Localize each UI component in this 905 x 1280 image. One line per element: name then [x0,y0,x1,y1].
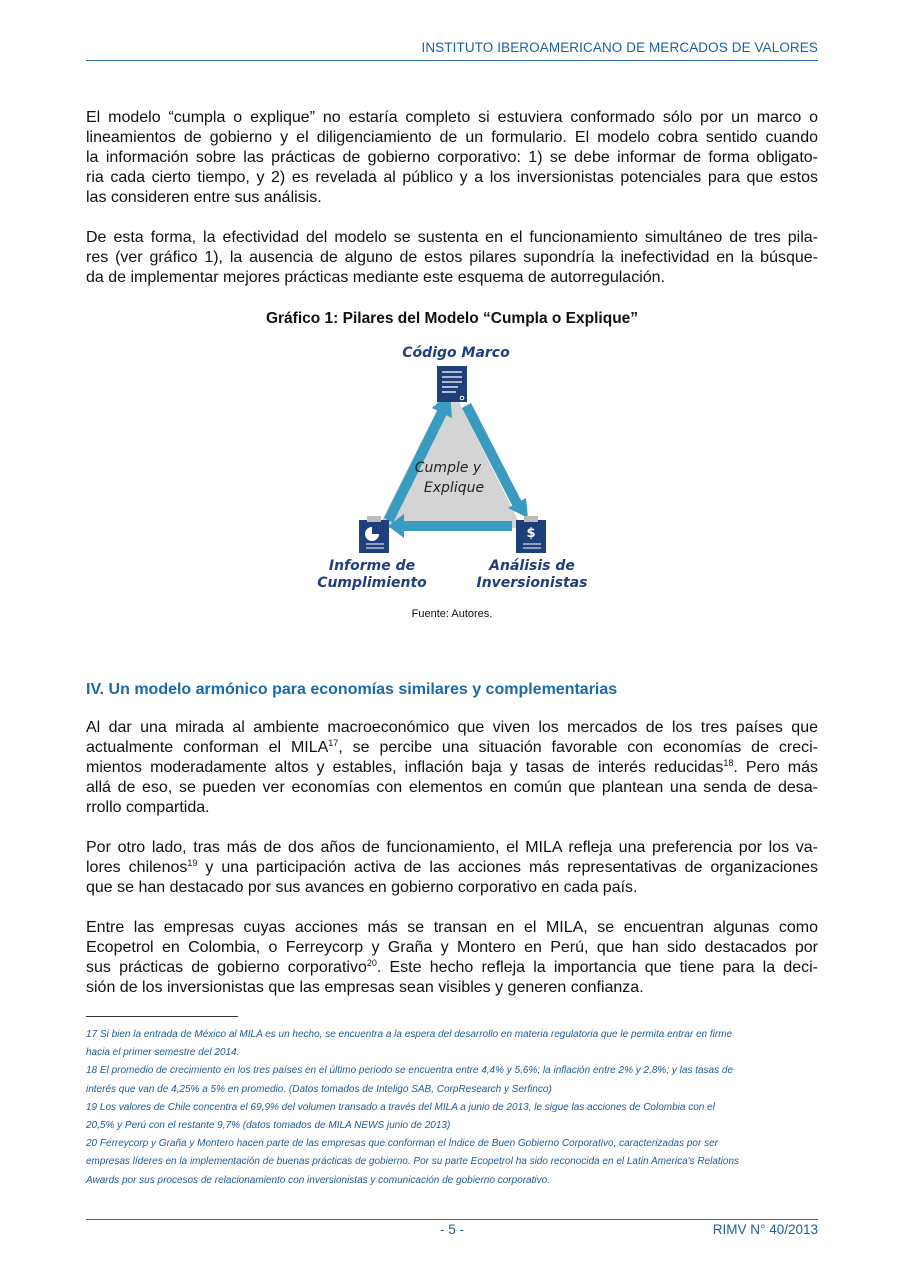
header-divider [86,60,818,61]
footnote-line: 20 Ferreycorp y Graña y Montero hacen parte de las empresas que conforman el Índice de Buen Gobierno Corporativo, caracterizadas por ser [86,1138,718,1150]
text-line: res (ver gráfico 1), la ausencia de alguno de estos pilares supondría la inefectividad en la búsque- [86,249,818,266]
footnote-line: 20,5% y Perú con el restante 9,7% (datos tomados de MILA NEWS junio de 2013) [86,1120,451,1132]
paragraph [86,838,818,898]
svg-text:$: $ [526,526,536,541]
text-line: las consideren entre sus análisis. [86,189,322,206]
center-label-1: Cumple y [414,460,482,476]
text-line: la información sobre las prácticas de gobierno corporativo: 1) se debe informar de forma obligato- [86,149,818,166]
paragraph [86,228,818,288]
section-heading: IV. Un modelo armónico para economías similares y complementarias [86,681,618,698]
text-line: que se han destacado por sus avances en gobierno corporativo en cada país. [86,879,638,896]
footnote-divider [86,1016,238,1017]
text-line: sión de los inversionistas que las empresas sean visibles y generen confianza. [86,979,644,996]
text-line: Al dar una mirada al ambiente macroeconómico que viven los mercados de los tres países que [86,719,818,736]
issue-number: RIMV N° 40/2013 [712,1222,818,1237]
pillars-diagram [300,336,600,596]
footnote-ref: 20 [366,958,377,968]
text-line: Ecopetrol en Colombia, o Ferreycorp y Graña y Montero en Perú, que han sido destacados por [86,939,818,956]
dollar-clipboard-icon [516,516,546,553]
footnote-line: hacia el primer semestre del 2014. [86,1047,240,1059]
figure-source: Fuente: Autores. [411,608,493,620]
paragraph [86,718,818,818]
text-line: sus prácticas de gobierno corporativo$^{20}$. Este hecho refleja la importancia que tiene para la deci- [86,958,818,976]
text-line: Por otro lado, tras más de dos años de funcionamiento, el MILA refleja una preferencia por los va- [86,839,818,856]
text-line: El modelo “cumpla o explique” no estaría completo si estuviera conformado sólo por un marco o [86,109,818,126]
footnote-ref: 18 [723,758,734,768]
text-line: rrollo compartida. [86,799,210,816]
running-header: INSTITUTO IBEROAMERICANO DE MERCADOS DE VALORES [421,40,818,55]
text-line: lineamientos de gobierno y el diligenciamiento de un formulario. El modelo cobra sentido cuando [86,129,818,146]
text-line: allá de eso, se pueden ver economías con elementos en común que plantean una senda de desa- [86,779,818,796]
footnote-line: interés que van de 4,25% a 5% en promedio. (Datos tomados de Inteligo SAB, CorpResearch y Serfinco) [86,1083,552,1095]
footnote-ref: 19 [187,858,198,868]
text-line: De esta forma, la efectividad del modelo se sustenta en el funcionamiento simultáneo de tres pila- [86,229,818,246]
right-label-1: Análisis de [489,558,575,574]
page-number: - 5 - [439,1222,464,1237]
document-icon [437,366,467,402]
footnote-line: empresas líderes en la implementación de buenas prácticas de gobierno. Por su parte Ecopetrol ha sido reconocida en el Latin America's Relations [86,1156,740,1168]
report-clipboard-icon [359,516,389,553]
text-line: Entre las empresas cuyas acciones más se transan en el MILA, se encuentran algunas como [86,919,818,936]
footnote-line: 18 El promedio de crecimiento en los tres países en el último periodo se encuentra entre 4,4% y 5,6%; la inflación entre 2% y 2,8%; y las tasas de [86,1065,734,1077]
figure-title: Gráfico 1: Pilares del Modelo “Cumpla o Explique” [265,310,639,327]
footnote-line: 19 Los valores de Chile concentra el 69,9% del volumen transado a través del MILA a junio de 2013, le sigue las acciones de Colombia con el [86,1101,715,1113]
right-label-2: Inversionistas [476,575,588,591]
footnote-line: Awards por sus procesos de relacionamiento con inversionistas y comunicación de gobierno corporativo. [86,1174,550,1186]
footnote-line: 17 Si bien la entrada de México al MILA es un hecho, se encuentra a la espera del desarrollo en materia regulatoria que le permita entrar en firme [86,1029,733,1040]
text-line: da de implementar mejores prácticas mediante este esquema de autorregulación. [86,269,665,286]
text-line: lores chilenos$^{19}$ y una participación activa de las acciones más representativas de organizaciones [86,858,819,876]
left-label-1: Informe de [328,558,416,574]
center-label-2: Explique [423,480,485,496]
footnote-ref: 17 [328,738,339,748]
text-line: mientos moderadamente altos y estables, inflación baja y tasas de interés reducidas$^{18}$. Pero más [86,758,819,776]
text-line: ria cada cierto tiempo, y 2) es revelada al público y a los inversionistas potenciales para que estos [86,169,818,186]
footer-divider [86,1219,818,1220]
paragraph [86,918,818,998]
left-label-2: Cumplimiento [317,575,427,591]
footnotes [86,1026,826,1190]
top-label: Código Marco [402,345,510,361]
text-line: actualmente conforman el MILA$^{17}$, se percibe una situación favorable con economías de creci- [86,738,818,756]
paragraph [86,108,818,208]
